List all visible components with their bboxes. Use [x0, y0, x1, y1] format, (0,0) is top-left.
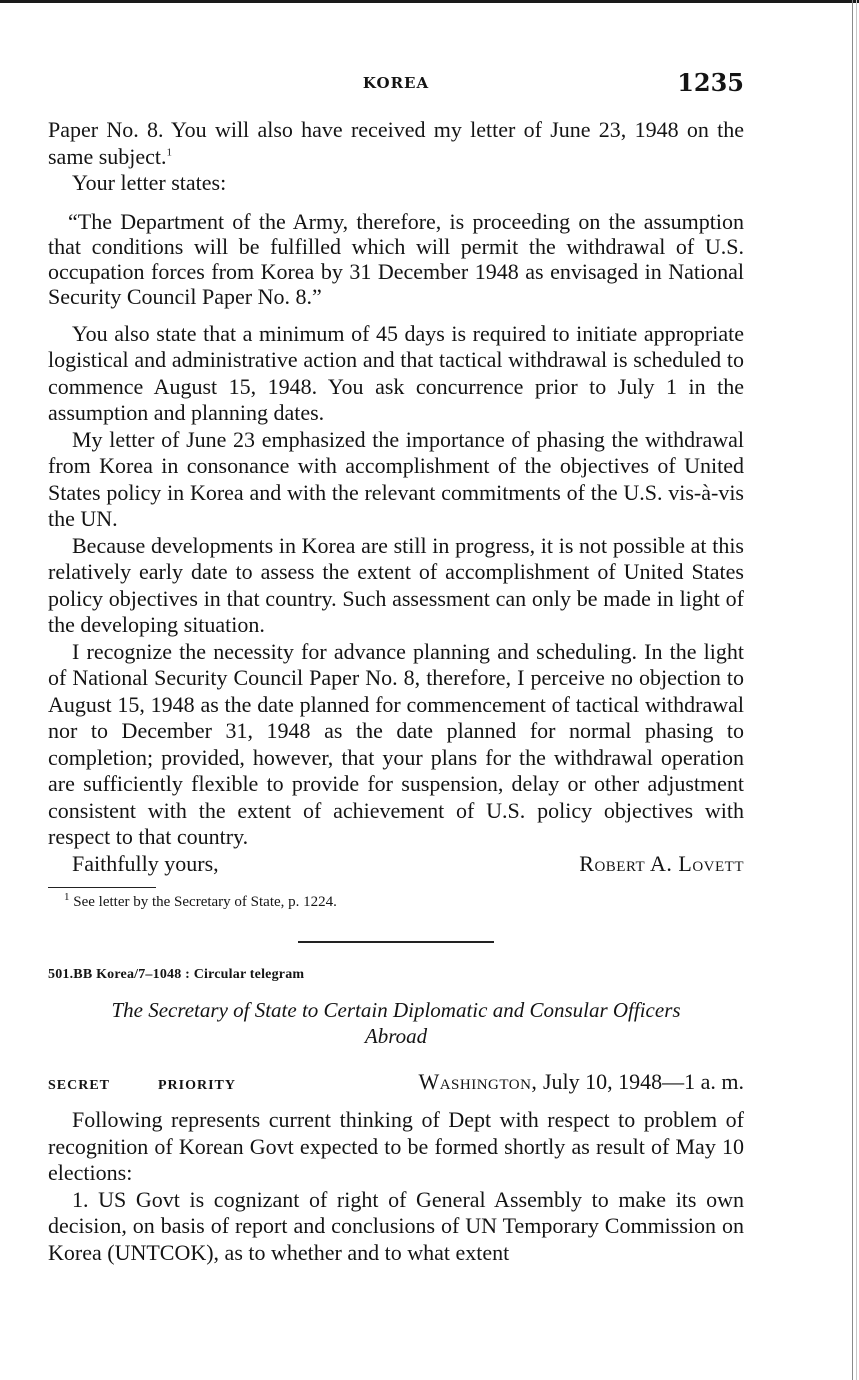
signature: Robert A. Lovett — [579, 850, 744, 876]
letter-paragraph-continued — [48, 117, 744, 170]
page-right-edge-shadow — [856, 0, 857, 1380]
priority-label: PRIORITY — [158, 1077, 237, 1093]
classification-label: SECRET — [48, 1077, 111, 1093]
section-divider — [298, 941, 494, 943]
footnote-rule — [48, 887, 156, 888]
running-head: KOREA — [362, 74, 430, 92]
footnote-text: See letter by the Secretary of State, p. 1224. — [73, 894, 337, 910]
letter-paragraph: You also state that a minimum of 45 days is required to initiate appropriate logistical and administrative action and that tactical withdrawal is scheduled to commence August 15, 1948. You ask concurrence prior to July 1 in the assumption and planning dates. — [48, 320, 744, 425]
dateline-date: July 10, 1948—1 a. m. — [542, 1068, 744, 1094]
footnote-number: 1 — [64, 891, 70, 903]
page-top-edge — [0, 0, 859, 3]
dateline-place: Washington, — [418, 1068, 538, 1094]
document-reference: 501.BB Korea/7–1048 : Circular telegram — [48, 967, 305, 982]
footnote — [48, 893, 744, 912]
page-right-edge — [852, 0, 853, 1380]
footnote-reference: 1 — [166, 146, 173, 159]
page-number: 1235 — [677, 68, 744, 97]
letter-paragraph: Because developments in Korea are still in progress, it is not possible at this relatively early date to assess the extent of accomplishment of United States policy objectives in that country. Such assessment can only be made in light of the developing situation. — [48, 532, 744, 637]
telegram-metadata — [48, 1069, 744, 1100]
telegram-paragraph: Following represents current thinking of Dept with respect to problem of recognition of Korean Govt expected to be formed shortly as result of May 10 elections: — [48, 1107, 744, 1185]
dateline — [418, 1069, 744, 1096]
letter-closing — [48, 851, 744, 878]
block-quote: “The Department of the Army, therefore, is proceeding on the assumption that conditions will be fulfilled which will permit the withdrawal of U.S. occupation forces from Korea by 31 December 1948 as envisaged in National Security Council Paper No. 8.” — [48, 208, 744, 309]
letter-paragraph: My letter of June 23 emphasized the importance of phasing the withdrawal from Korea in consonance with accomplishment of the objectives of United States policy in Korea and with the relevant commitments of the U.S. vis-à-vis the UN. — [48, 426, 744, 531]
page-header — [48, 68, 744, 100]
page-body — [48, 117, 744, 1266]
paragraph-text: Paper No. 8. You will also have received my letter of June 23, 1948 on the same subject. — [48, 117, 744, 169]
document-title: The Secretary of State to Certain Diplomatic and Consular Officers Abroad — [111, 997, 681, 1048]
complimentary-close: Faithfully yours, — [72, 850, 219, 876]
telegram-paragraph: 1. US Govt is cognizant of right of General Assembly to make its own decision, on basis of report and conclusions of UN Temporary Commission on Korea (UNTCOK), as to whether and to what extent — [48, 1186, 744, 1265]
letter-paragraph: Your letter states: — [72, 170, 227, 195]
letter-paragraph: I recognize the necessity for advance planning and scheduling. In the light of National Security Council Paper No. 8, therefore, I perceive no objection to August 15, 1948 as the date planned for commencement of tactical withdrawal nor to December 31, 1948 as the date planned for normal phasing to completion; provided, however, that your plans for the withdrawal operation are sufficiently flexible to provide for suspension, delay or other adjustment consistent with the extent of achievement of U.S. policy objectives with respect to that country. — [48, 638, 744, 849]
